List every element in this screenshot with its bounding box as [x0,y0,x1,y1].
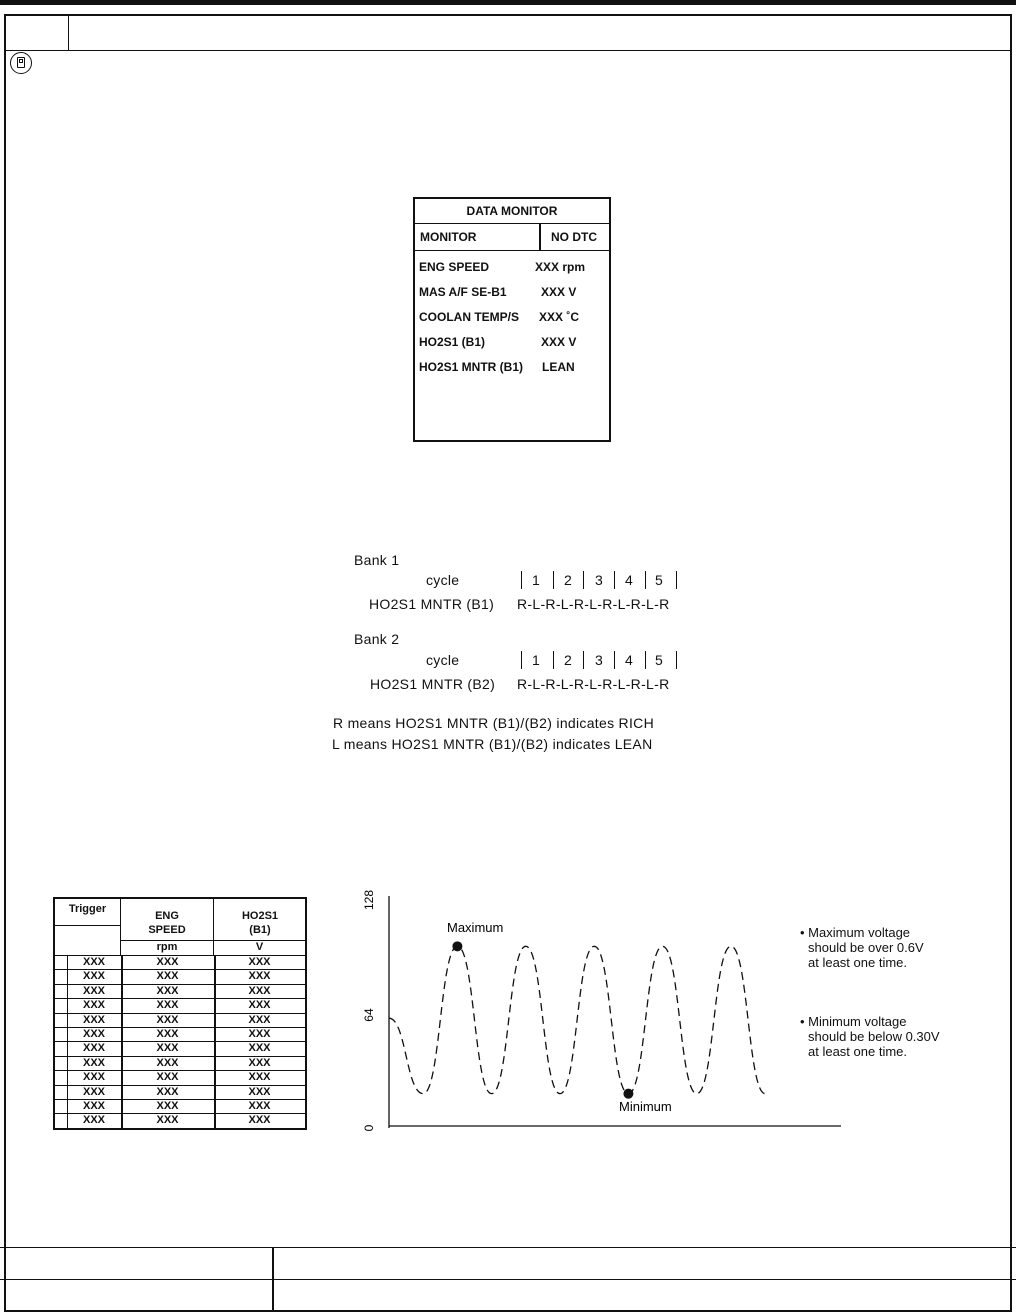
table-row [55,1100,305,1114]
table-cell: XXX [248,1085,271,1098]
ho2s1-waveform-chart [355,880,855,1140]
table-cell: XXX [248,970,271,983]
min-note: • Minimum voltage should be below 0.30V at least one time. [800,1014,940,1059]
bank1-sequence: R-L-R-L-R-L-R-L-R-L-R [517,596,670,612]
table-row [55,985,305,999]
cycle-number: 5 [655,652,663,668]
cycle-number: 2 [564,652,572,668]
table-cell: XXX [156,1085,179,1098]
table-cell: XXX [156,1114,179,1127]
cycle-number: 5 [655,572,663,588]
table-cell: XXX [82,1027,105,1040]
cycle-number: 4 [625,572,633,588]
monitor-label: MONITOR [420,230,477,244]
y-tick-label: 128 [362,889,376,911]
footer-row [0,1247,1016,1248]
footer-divider [272,1247,274,1312]
minimum-label: Minimum [619,1099,672,1114]
minimum-point [623,1089,633,1099]
table-row [55,1057,305,1071]
table-cell: XXX [82,984,105,997]
table-cell: XXX [248,1114,271,1127]
waveform-line [389,946,765,1093]
table-cell: XXX [82,999,105,1012]
max-note: • Maximum voltage should be over 0.6V at least one time. [800,925,924,970]
monitor-icon [10,52,32,74]
cycle-label: cycle [426,652,460,668]
table-cell: XXX [156,1099,179,1112]
y-tick-label: 0 [362,1124,376,1132]
table-cell: XXX [156,1056,179,1069]
table-cell: XXX [156,1027,179,1040]
trigger-header: Trigger [68,903,107,915]
bank1-monitor: HO2S1 MNTR (B1) [369,596,495,612]
table-cell: XXX [248,1099,271,1112]
table-cell: XXX [82,1099,105,1112]
y-tick-label: 64 [362,1008,376,1022]
table-cell: XXX [248,1071,271,1084]
trigger-table [53,897,307,1130]
monitor-row: HO2S1 (B1) XXX V [419,335,577,349]
table-cell: XXX [82,1013,105,1026]
footer-row [0,1279,1016,1280]
table-cell: XXX [248,1027,271,1040]
table-cell: XXX [248,999,271,1012]
table-row [55,1014,305,1028]
rich-note: R means HO2S1 MNTR (B1)/(B2) indicates RICH [333,715,654,731]
table-cell: XXX [156,1042,179,1055]
cycle-number: 4 [625,652,633,668]
bank2-sequence: R-L-R-L-R-L-R-L-R-L-R [517,676,670,692]
data-monitor-header [415,224,609,251]
monitor-row: ENG SPEED XXX rpm [419,260,586,274]
cycle-number: 2 [564,572,572,588]
monitor-row: COOLAN TEMP/S XXX ˚C [419,310,580,324]
cycle-number: 3 [595,572,603,588]
bank1-label: Bank 1 [354,552,400,568]
monitor-row: MAS A/F SE-B1 XXX V [419,285,577,299]
monitor-row: HO2S1 MNTR (B1) LEAN [419,360,575,374]
cycle-number: 1 [532,572,540,588]
table-cell: XXX [82,1071,105,1084]
bank2-label: Bank 2 [354,631,400,647]
table-row [55,970,305,984]
table-row [55,956,305,970]
table-cell: XXX [82,1114,105,1127]
data-monitor-title: DATA MONITOR [415,199,609,224]
header-row [6,16,1010,51]
table-row [55,1114,305,1127]
table-cell: XXX [156,984,179,997]
cycle-label: cycle [426,572,460,588]
rpm-unit: rpm [121,940,213,954]
table-header [55,899,305,956]
cycle-number: 1 [532,652,540,668]
maximum-label: Maximum [447,920,504,935]
table-cell: XXX [82,1056,105,1069]
ho2s1-header: HO2S1 (B1) [241,910,279,936]
table-cell: XXX [156,970,179,983]
table-row [55,999,305,1013]
table-row [55,1028,305,1042]
table-cell: XXX [248,984,271,997]
bank2-monitor: HO2S1 MNTR (B2) [370,676,496,692]
table-cell: XXX [82,1042,105,1055]
table-cell: XXX [248,1013,271,1026]
volt-unit: V [214,940,305,954]
maximum-point [452,941,462,951]
cycle-number: 3 [595,652,603,668]
table-row [55,1042,305,1056]
table-row [55,1086,305,1100]
table-cell: XXX [248,1056,271,1069]
table-cell: XXX [82,1085,105,1098]
table-row [55,1071,305,1085]
table-cell: XXX [82,956,105,968]
table-cell: XXX [248,956,271,968]
top-rule [0,0,1016,5]
table-cell: XXX [156,1013,179,1026]
eng-speed-header: ENG SPEED [148,910,186,936]
lean-note: L means HO2S1 MNTR (B1)/(B2) indicates LEAN [332,736,653,752]
table-cell: XXX [156,999,179,1012]
data-monitor-screen [413,197,611,442]
header-cell [6,16,69,50]
no-dtc-label: NO DTC [551,230,597,244]
table-cell: XXX [248,1042,271,1055]
table-cell: XXX [156,956,179,968]
table-cell: XXX [82,970,105,983]
table-cell: XXX [156,1071,179,1084]
